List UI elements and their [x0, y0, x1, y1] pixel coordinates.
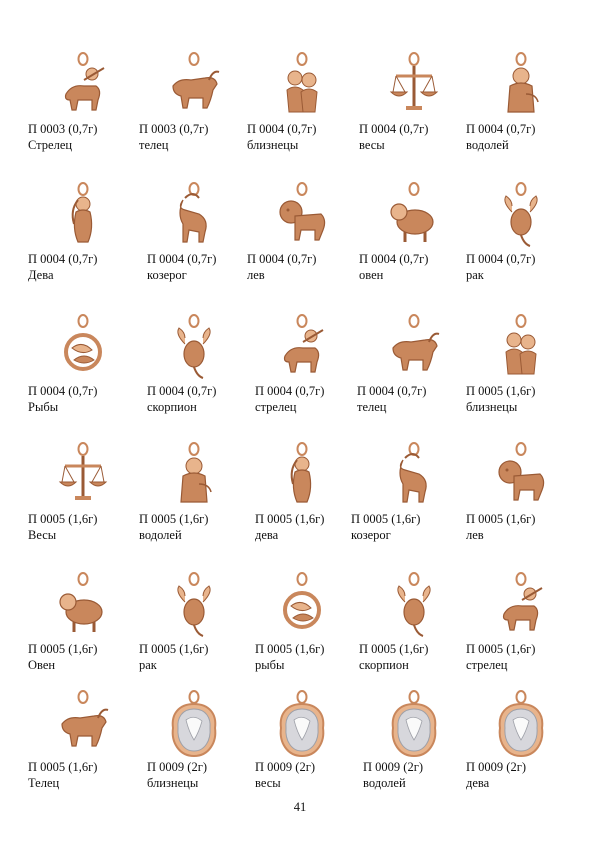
- gemini-pendant-icon: [267, 50, 337, 122]
- item-name: весы: [255, 776, 281, 790]
- item-code: П 0005 (1,6г): [255, 642, 325, 656]
- item-name: Весы: [28, 528, 57, 542]
- libra-pendant-icon: [379, 50, 449, 122]
- catalog-item: [139, 688, 247, 803]
- catalog-item: [139, 440, 247, 555]
- gemini-pendant-icon: [159, 688, 229, 760]
- aries-pendant-icon: [379, 180, 449, 252]
- catalog-item: [28, 180, 136, 295]
- catalog-item: [359, 180, 467, 295]
- item-name: Стрелец: [28, 138, 73, 152]
- catalog-item: [28, 50, 136, 165]
- item-name: козерог: [147, 268, 187, 282]
- item-code: П 0003 (0,7г): [28, 122, 98, 136]
- leo-pendant-icon: [267, 180, 337, 252]
- item-name: близнецы: [466, 400, 518, 414]
- catalog-item: [139, 312, 247, 427]
- item-code: П 0005 (1,6г): [139, 512, 209, 526]
- item-code: П 0003 (0,7г): [139, 122, 209, 136]
- catalog-item: [359, 312, 467, 427]
- catalog-item: [247, 440, 355, 555]
- item-code: П 0004 (0,7г): [28, 252, 98, 266]
- item-code: П 0004 (0,7г): [357, 384, 427, 398]
- item-code: П 0005 (1,6г): [28, 642, 98, 656]
- libra-pendant-icon: [48, 440, 118, 512]
- scorpio-pendant-icon: [379, 570, 449, 642]
- page-number: 41: [293, 800, 307, 814]
- catalog-item: [28, 570, 136, 685]
- libra-pendant-icon: [267, 688, 337, 760]
- capricorn-pendant-icon: [379, 440, 449, 512]
- item-code: П 0009 (2г): [363, 760, 423, 774]
- item-code: П 0005 (1,6г): [466, 512, 536, 526]
- item-name: водолей: [466, 138, 509, 152]
- catalog-item: [247, 570, 355, 685]
- item-code: П 0004 (0,7г): [255, 384, 325, 398]
- item-code: П 0004 (0,7г): [147, 384, 217, 398]
- cancer-pendant-icon: [159, 570, 229, 642]
- catalog-item: [466, 440, 574, 555]
- leo-pendant-icon: [486, 440, 556, 512]
- catalog-item: [359, 688, 467, 803]
- catalog-item: [28, 312, 136, 427]
- item-code: П 0004 (0,7г): [247, 252, 317, 266]
- virgo-pendant-icon: [48, 180, 118, 252]
- item-code: П 0005 (1,6г): [466, 384, 536, 398]
- catalog-item: [28, 440, 136, 555]
- item-name: близнецы: [147, 776, 199, 790]
- item-code: П 0004 (0,7г): [359, 122, 429, 136]
- item-code: П 0009 (2г): [147, 760, 207, 774]
- catalog-item: [247, 180, 355, 295]
- item-name: козерог: [351, 528, 391, 542]
- item-code: П 0004 (0,7г): [247, 122, 317, 136]
- item-name: рак: [466, 268, 484, 282]
- catalog-item: [139, 50, 247, 165]
- taurus-pendant-icon: [379, 312, 449, 384]
- item-name: водолей: [139, 528, 182, 542]
- item-name: овен: [359, 268, 384, 282]
- item-code: П 0005 (1,6г): [351, 512, 421, 526]
- aquarius-pendant-icon: [486, 50, 556, 122]
- catalog-item: [359, 570, 467, 685]
- item-name: стрелец: [255, 400, 297, 414]
- virgo-pendant-icon: [267, 440, 337, 512]
- taurus-pendant-icon: [159, 50, 229, 122]
- item-name: водолей: [363, 776, 406, 790]
- cancer-pendant-icon: [486, 180, 556, 252]
- aquarius-pendant-icon: [159, 440, 229, 512]
- aries-pendant-icon: [48, 570, 118, 642]
- item-name: Рыбы: [28, 400, 59, 414]
- catalog-item: [28, 688, 136, 803]
- taurus-pendant-icon: [48, 688, 118, 760]
- virgo-pendant-icon: [486, 688, 556, 760]
- item-code: П 0009 (2г): [466, 760, 526, 774]
- catalog-item: [359, 50, 467, 165]
- sagittarius-pendant-icon: [486, 570, 556, 642]
- item-name: телец: [139, 138, 169, 152]
- item-name: телец: [357, 400, 387, 414]
- item-code: П 0009 (2г): [255, 760, 315, 774]
- capricorn-pendant-icon: [159, 180, 229, 252]
- catalog-item: [466, 570, 574, 685]
- item-name: стрелец: [466, 658, 508, 672]
- item-name: лев: [466, 528, 484, 542]
- item-name: Овен: [28, 658, 56, 672]
- pisces-pendant-icon: [48, 312, 118, 384]
- item-name: весы: [359, 138, 385, 152]
- sagittarius-pendant-icon: [48, 50, 118, 122]
- item-code: П 0005 (1,6г): [28, 512, 98, 526]
- catalog-item: [247, 50, 355, 165]
- item-name: Дева: [28, 268, 54, 282]
- item-code: П 0004 (0,7г): [147, 252, 217, 266]
- item-name: Телец: [28, 776, 60, 790]
- gemini-pendant-icon: [486, 312, 556, 384]
- item-name: рыбы: [255, 658, 285, 672]
- catalog-item: [139, 180, 247, 295]
- catalog-item: [351, 440, 467, 555]
- item-code: П 0004 (0,7г): [466, 252, 536, 266]
- pisces-pendant-icon: [267, 570, 337, 642]
- catalog-item: [247, 688, 355, 803]
- catalog-item: [466, 688, 574, 803]
- catalog-item: [466, 50, 574, 165]
- item-code: П 0005 (1,6г): [359, 642, 429, 656]
- catalog-item: [247, 312, 355, 427]
- item-code: П 0005 (1,6г): [466, 642, 536, 656]
- item-code: П 0004 (0,7г): [466, 122, 536, 136]
- catalog-item: [466, 180, 574, 295]
- item-name: лев: [247, 268, 265, 282]
- item-code: П 0004 (0,7г): [359, 252, 429, 266]
- scorpio-pendant-icon: [159, 312, 229, 384]
- item-name: рак: [139, 658, 157, 672]
- item-code: П 0005 (1,6г): [139, 642, 209, 656]
- item-name: дева: [466, 776, 490, 790]
- sagittarius-pendant-icon: [267, 312, 337, 384]
- catalog-item: [466, 312, 574, 427]
- item-name: дева: [255, 528, 279, 542]
- item-name: скорпион: [147, 400, 197, 414]
- item-name: скорпион: [359, 658, 409, 672]
- catalog-item: [139, 570, 247, 685]
- item-code: П 0005 (1,6г): [255, 512, 325, 526]
- item-code: П 0004 (0,7г): [28, 384, 98, 398]
- item-name: близнецы: [247, 138, 299, 152]
- aquarius-pendant-icon: [379, 688, 449, 760]
- item-code: П 0005 (1,6г): [28, 760, 98, 774]
